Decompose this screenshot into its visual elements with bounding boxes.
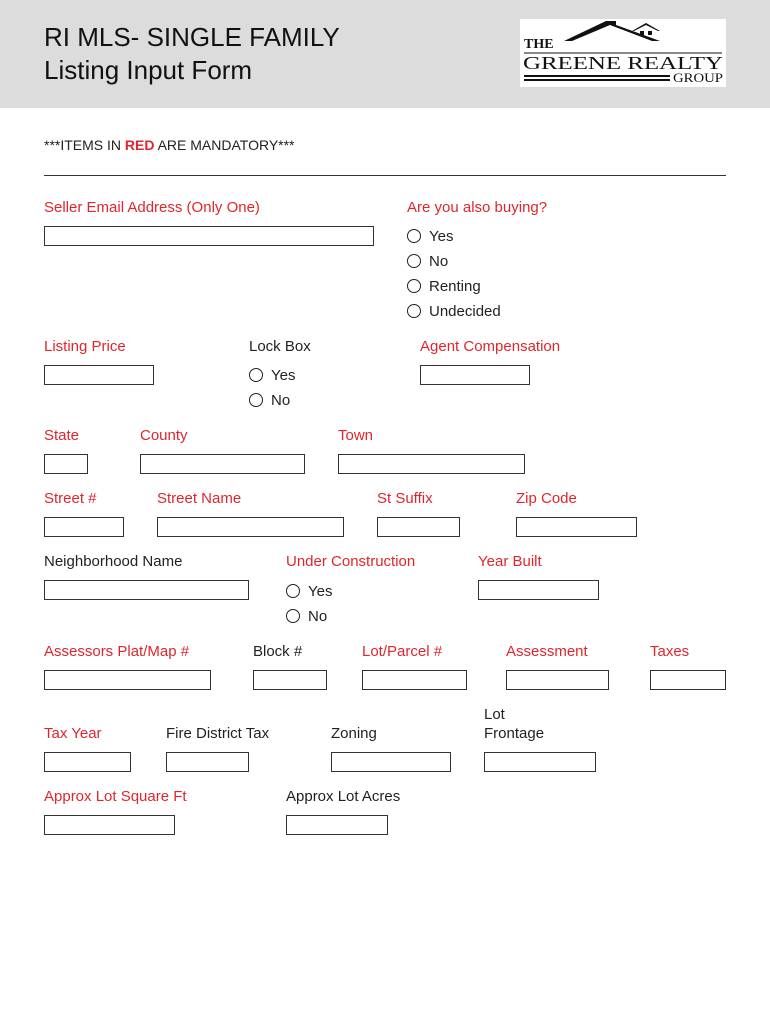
zoning-field[interactable] bbox=[331, 752, 451, 772]
zip-code-field[interactable] bbox=[516, 517, 637, 537]
taxes-label: Taxes bbox=[650, 643, 690, 660]
greene-realty-logo bbox=[520, 19, 726, 87]
logo-group: GROUP bbox=[673, 70, 723, 85]
radio-circle-icon bbox=[407, 254, 421, 268]
under-construction-no-radio[interactable]: No bbox=[286, 606, 327, 626]
listing-price-field[interactable] bbox=[44, 365, 154, 385]
radio-circle-icon bbox=[286, 584, 300, 598]
state-field[interactable] bbox=[44, 454, 88, 474]
radio-circle-icon bbox=[407, 229, 421, 243]
approx-lot-sqft-label: Approx Lot Square Ft bbox=[44, 788, 187, 805]
divider bbox=[44, 175, 726, 176]
street-number-field[interactable] bbox=[44, 517, 124, 537]
listing-price-label: Listing Price bbox=[44, 338, 126, 355]
agent-compensation-field[interactable] bbox=[420, 365, 530, 385]
lot-parcel-label: Lot/Parcel # bbox=[362, 643, 443, 660]
also-buying-yes-radio[interactable]: Yes bbox=[407, 226, 453, 246]
radio-circle-icon bbox=[407, 304, 421, 318]
lot-frontage-label-line2: Frontage bbox=[484, 725, 545, 742]
year-built-label: Year Built bbox=[478, 553, 542, 570]
taxes-field[interactable] bbox=[650, 670, 726, 690]
county-label: County bbox=[140, 427, 188, 444]
lot-parcel-field[interactable] bbox=[362, 670, 467, 690]
st-suffix-label: St Suffix bbox=[377, 490, 433, 507]
radio-circle-icon bbox=[249, 393, 263, 407]
logo-the: THE bbox=[524, 37, 554, 52]
lock-box-no-radio[interactable]: No bbox=[249, 390, 290, 410]
town-label: Town bbox=[338, 427, 374, 444]
neighborhood-label: Neighborhood Name bbox=[44, 553, 183, 570]
under-construction-label: Under Construction bbox=[286, 553, 416, 570]
tax-year-field[interactable] bbox=[44, 752, 131, 772]
street-name-label: Street Name bbox=[157, 490, 242, 507]
street-number-label: Street # bbox=[44, 490, 97, 507]
street-name-field[interactable] bbox=[157, 517, 344, 537]
approx-lot-acres-label: Approx Lot Acres bbox=[286, 788, 401, 805]
also-buying-label: Are you also buying? bbox=[407, 199, 548, 216]
under-construction-yes-radio[interactable]: Yes bbox=[286, 581, 332, 601]
town-field[interactable] bbox=[338, 454, 525, 474]
assessment-label: Assessment bbox=[506, 643, 588, 660]
assessors-plat-field[interactable] bbox=[44, 670, 211, 690]
approx-lot-acres-field[interactable] bbox=[286, 815, 388, 835]
form-subtitle: Listing Input Form bbox=[44, 55, 253, 85]
lot-frontage-field[interactable] bbox=[484, 752, 596, 772]
assessment-field[interactable] bbox=[506, 670, 609, 690]
neighborhood-field[interactable] bbox=[44, 580, 249, 600]
approx-lot-sqft-field[interactable] bbox=[44, 815, 175, 835]
block-field[interactable] bbox=[253, 670, 327, 690]
mandatory-notice: ***ITEMS IN RED ARE MANDATORY*** bbox=[44, 137, 295, 153]
block-label: Block # bbox=[253, 643, 303, 660]
fire-district-tax-label: Fire District Tax bbox=[166, 725, 270, 742]
fire-district-tax-field[interactable] bbox=[166, 752, 249, 772]
assessors-plat-label: Assessors Plat/Map # bbox=[44, 643, 190, 660]
county-field[interactable] bbox=[140, 454, 305, 474]
radio-circle-icon bbox=[286, 609, 300, 623]
lock-box-label: Lock Box bbox=[249, 338, 311, 355]
radio-circle-icon bbox=[249, 368, 263, 382]
form-title: RI MLS- SINGLE FAMILY bbox=[44, 22, 340, 52]
zip-code-label: Zip Code bbox=[516, 490, 577, 507]
seller-email-field[interactable] bbox=[44, 226, 374, 246]
page-header bbox=[0, 0, 770, 108]
also-buying-no-radio[interactable]: No bbox=[407, 251, 448, 271]
seller-email-label: Seller Email Address (Only One) bbox=[44, 199, 260, 216]
lock-box-yes-radio[interactable]: Yes bbox=[249, 365, 295, 385]
also-buying-renting-radio[interactable]: Renting bbox=[407, 276, 481, 296]
year-built-field[interactable] bbox=[478, 580, 599, 600]
zoning-label: Zoning bbox=[331, 725, 377, 742]
mandatory-red-word: RED bbox=[124, 137, 155, 153]
st-suffix-field[interactable] bbox=[377, 517, 460, 537]
tax-year-label: Tax Year bbox=[44, 725, 102, 742]
logo-greene-realty: GREENE REALTY bbox=[523, 53, 723, 73]
also-buying-undecided-radio[interactable]: Undecided bbox=[407, 301, 501, 321]
state-label: State bbox=[44, 427, 80, 444]
lot-frontage-label-line1: Lot bbox=[484, 706, 505, 723]
radio-circle-icon bbox=[407, 279, 421, 293]
agent-compensation-label: Agent Compensation bbox=[420, 338, 561, 355]
